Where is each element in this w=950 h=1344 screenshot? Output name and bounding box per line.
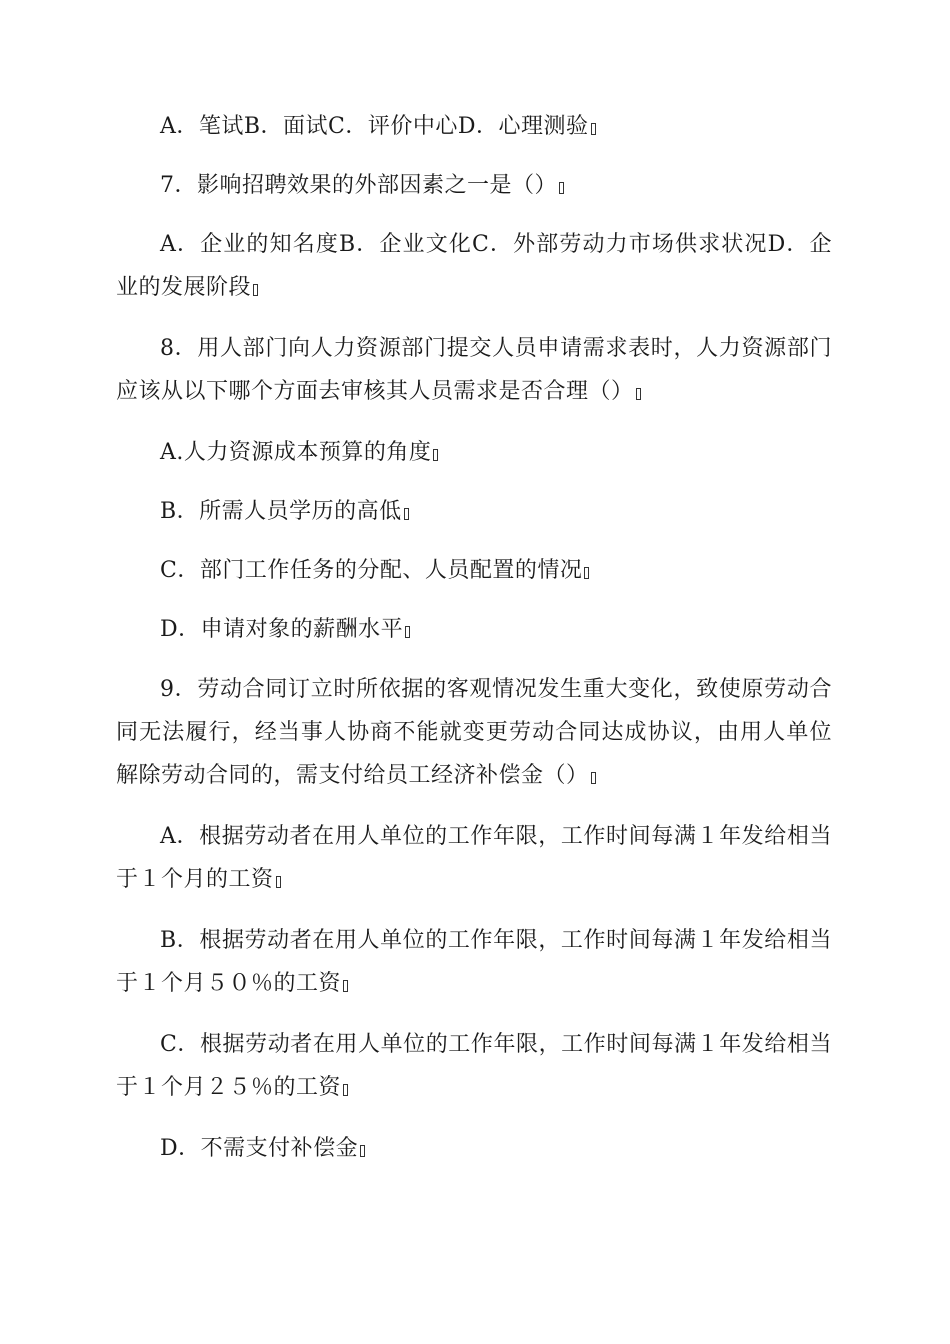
paragraph-mark-icon — [253, 284, 258, 296]
paragraph-mark-icon — [591, 772, 596, 784]
paragraph-mark-icon — [405, 626, 410, 638]
paragraph-mark-icon — [591, 123, 596, 135]
option-8a: A.人力资源成本预算的角度 — [116, 431, 832, 474]
paragraph-mark-icon — [276, 876, 281, 888]
option-8d: D．申请对象的薪酬水平 — [116, 608, 832, 651]
option-line-q6: A．笔试B．面试C．评价中心D．心理测验 — [116, 105, 832, 148]
question-8: 8．用人部门向人力资源部门提交人员申请需求表时，人力资源部门应该从以下哪个方面去审核其人员需求是否合理（） — [116, 336, 832, 404]
paragraph-mark-icon — [343, 1084, 348, 1096]
option-8c: C．部门工作任务的分配、人员配置的情况 — [116, 549, 832, 592]
option-line-q7: A．企业的知名度B．企业文化C．外部劳动力市场供求状况D．企业的发展阶段 — [116, 232, 832, 300]
option-9d: D．不需支付补偿金 — [116, 1127, 832, 1170]
paragraph-mark-icon — [360, 1145, 365, 1157]
paragraph-mark-icon — [433, 449, 438, 461]
paragraph-mark-icon — [584, 567, 589, 579]
paragraph-mark-icon — [343, 980, 348, 992]
question-9: 9．劳动合同订立时所依据的客观情况发生重大变化，致使原劳动合同无法履行，经当事人协商不能就变更劳动合同达成协议，由用人单位解除劳动合同的，需支付给员工经济补偿金（） — [116, 677, 832, 788]
question-7: 7．影响招聘效果的外部因素之一是（） — [116, 164, 832, 207]
paragraph-mark-icon — [404, 508, 409, 520]
option-9b: B．根据劳动者在用人单位的工作年限，工作时间每满１年发给相当于１个月５０％的工资 — [116, 928, 832, 996]
option-9a: A．根据劳动者在用人单位的工作年限，工作时间每满１年发给相当于１个月的工资 — [116, 824, 832, 892]
option-8b: B．所需人员学历的高低 — [116, 490, 832, 533]
option-9c: C．根据劳动者在用人单位的工作年限，工作时间每满１年发给相当于１个月２５％的工资 — [116, 1032, 832, 1100]
paragraph-mark-icon — [559, 182, 564, 194]
paragraph-mark-icon — [636, 388, 641, 400]
